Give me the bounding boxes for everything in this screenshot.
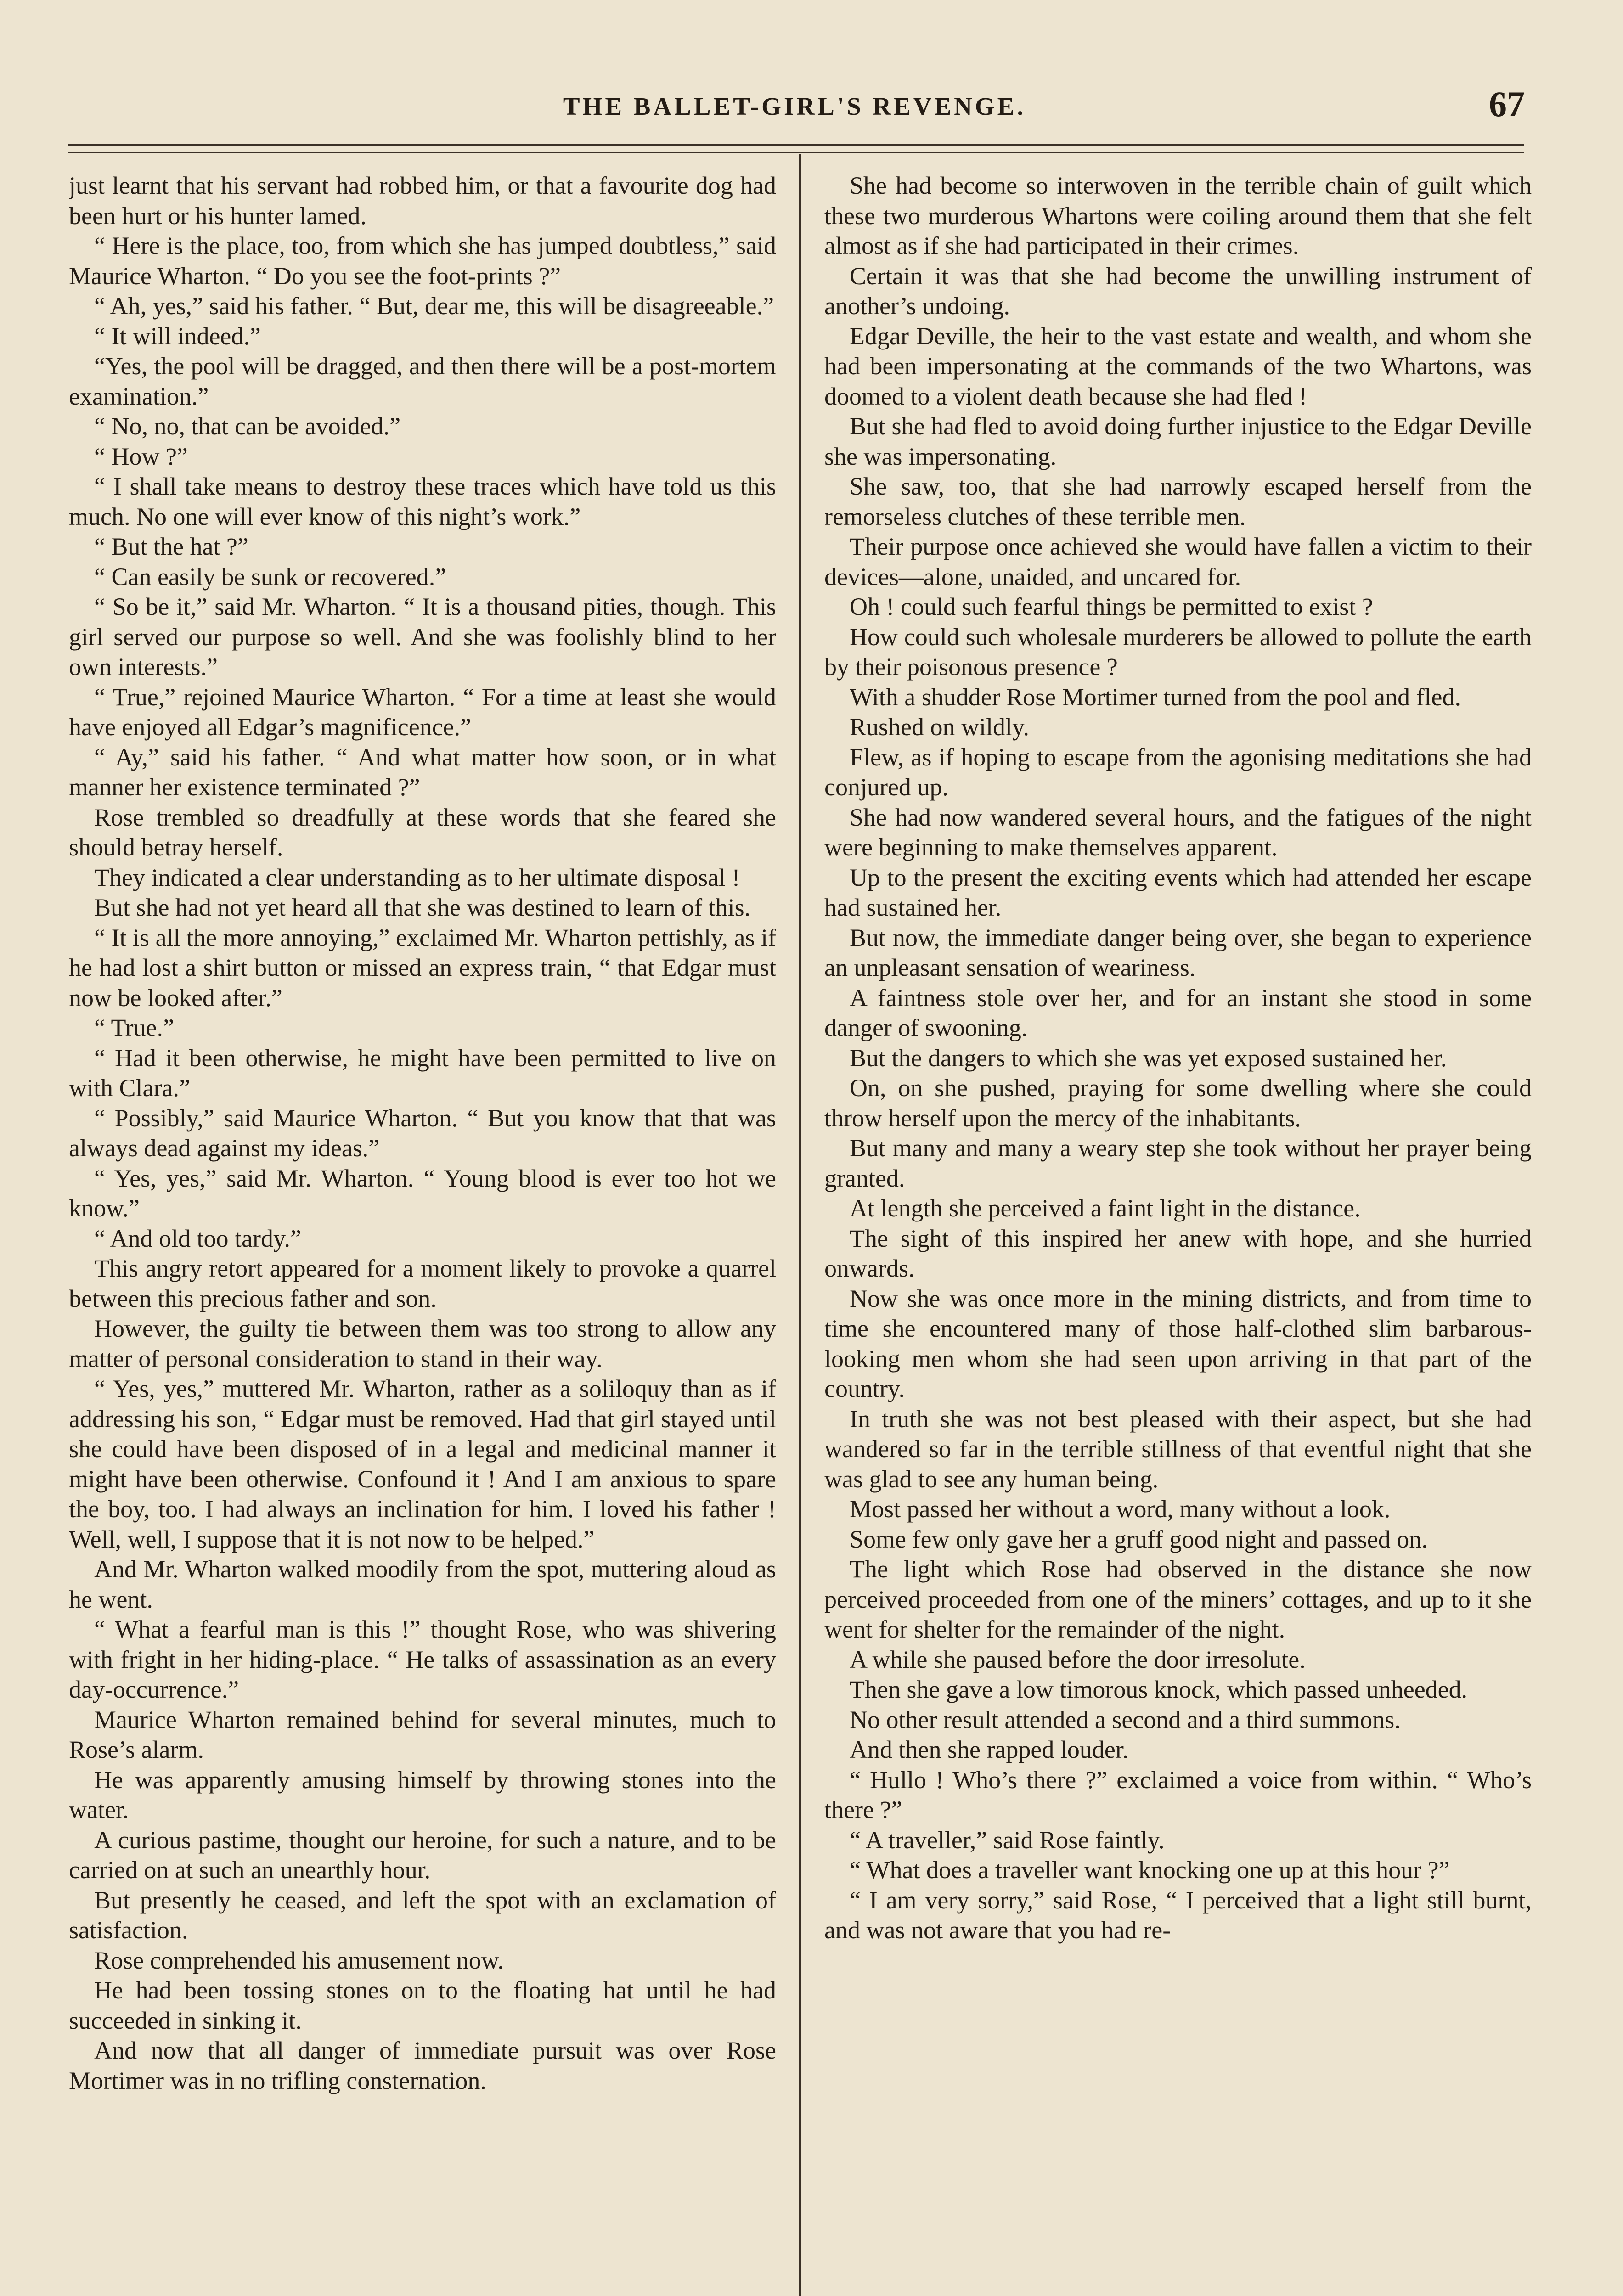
page-header: [64, 77, 1525, 141]
paragraph: “ So be it,” said Mr. Wharton. “ It is a thousand pities, though. This girl served our purpose so well. And she was foolishly blind to her own interests.”: [69, 593, 776, 681]
paragraph: “ Yes, yes,” said Mr. Wharton. “ Young blood is ever too hot we know.”: [69, 1164, 776, 1222]
paragraph: “ True.”: [94, 1014, 174, 1041]
paragraph: But the dangers to which she was yet exposed sustained her.: [850, 1044, 1447, 1072]
paragraph: A curious pastime, thought our heroine, for such a nature, and to be carried on at such an unearthly hour.: [69, 1826, 776, 1884]
paragraph: Most passed her without a word, many without a look.: [850, 1495, 1391, 1523]
paragraph: “ Hullo ! Who’s there ?” exclaimed a voice from within. “ Who’s there ?”: [824, 1766, 1532, 1823]
paragraph: The light which Rose had observed in the distance she now perceived proceeded from one of the miners’ cottages, and up to it she went for shelter for the remainder of the night.: [824, 1555, 1532, 1643]
paragraph: Certain it was that she had become the unwilling instrument of another’s undoing.: [824, 262, 1532, 320]
paragraph: Now she was once more in the mining districts, and from time to time she encountered many of those half-clothed slim barbarous-looking men whom she had seen upon arriving in that part of the country.: [824, 1284, 1532, 1402]
paragraph: A while she paused before the door irresolute.: [850, 1645, 1306, 1673]
paragraph: “ How ?”: [94, 442, 188, 470]
paragraph: Some few only gave her a gruff good night and passed on.: [850, 1525, 1428, 1553]
page-number: 67: [1489, 84, 1525, 124]
left-column: [69, 171, 776, 2296]
paragraph: On, on she pushed, praying for some dwelling where she could throw herself upon the mercy of the inhabitants.: [824, 1074, 1532, 1132]
paragraph: Rose trembled so dreadfully at these words that she feared she should betray herself.: [69, 803, 776, 861]
paragraph: Rose comprehended his amusement now.: [94, 1946, 504, 1974]
paragraph: And then she rapped louder.: [850, 1736, 1129, 1763]
paragraph: “ True,” rejoined Maurice Wharton. “ For a time at least she would have enjoyed all Edgar’s magnificence.”: [69, 683, 776, 741]
paragraph: Their purpose once achieved she would have fallen a victim to their devices—alone, unaided, and uncared for.: [824, 533, 1532, 591]
paragraph: In truth she was not best pleased with their aspect, but she had wandered so far in the terrible stillness of that eventful night that she was glad to see any human being.: [824, 1405, 1532, 1493]
right-column: [824, 171, 1532, 2296]
paragraph: Edgar Deville, the heir to the vast estate and wealth, and whom she had been impersonating at the commands of the two Whartons, was doomed to a violent death because she had fled !: [824, 322, 1532, 410]
paragraph: “ And old too tardy.”: [94, 1224, 301, 1252]
paragraph: How could such wholesale murderers be allowed to pollute the earth by their poisonous presence ?: [824, 623, 1532, 681]
paragraph: “ Here is the place, too, from which she has jumped doubtless,” said Maurice Wharton. “ Do you see the foot-prints ?”: [69, 232, 776, 290]
paragraph: “ A traveller,” said Rose faintly.: [850, 1826, 1165, 1854]
paragraph: Up to the present the exciting events which had attended her escape had sustained her.: [824, 863, 1532, 921]
paragraph: He was apparently amusing himself by throwing stones into the water.: [69, 1766, 776, 1823]
paragraph: He had been tossing stones on to the floating hat until he had succeeded in sinking it.: [69, 1976, 776, 2034]
paragraph: “ What does a traveller want knocking one up at this hour ?”: [850, 1856, 1450, 1884]
paragraph: She had now wandered several hours, and the fatigues of the night were beginning to make themselves apparent.: [824, 803, 1532, 861]
paragraph: “ Can easily be sunk or recovered.”: [94, 563, 446, 591]
paragraph: “ What a fearful man is this !” thought Rose, who was shivering with fright in her hiding-place. “ He talks of assassination as an every day-occurrence.”: [69, 1615, 776, 1703]
paragraph: But many and many a weary step she took without her prayer being granted.: [824, 1134, 1532, 1192]
paragraph: However, the guilty tie between them was too strong to allow any matter of personal consideration to stand in their way.: [69, 1315, 776, 1373]
paragraph: just learnt that his servant had robbed him, or that a favourite dog had been hurt or his hunter lamed.: [69, 172, 776, 230]
paragraph: With a shudder Rose Mortimer turned from the pool and fled.: [850, 683, 1461, 711]
paragraph: “ Ay,” said his father. “ And what matter how soon, or in what manner her existence terminated ?”: [69, 743, 776, 801]
paragraph: “Yes, the pool will be dragged, and then there will be a post-mortem examination.”: [69, 352, 776, 410]
paragraph: The sight of this inspired her anew with hope, and she hurried onwards.: [824, 1224, 1532, 1282]
paragraph: “ No, no, that can be avoided.”: [94, 412, 401, 440]
running-title: THE BALLET-GIRL'S REVENGE.: [563, 92, 1026, 120]
paragraph: Maurice Wharton remained behind for several minutes, much to Rose’s alarm.: [69, 1705, 776, 1763]
paragraph: “ It will indeed.”: [94, 322, 261, 350]
paragraph: And now that all danger of immediate pursuit was over Rose Mortimer was in no trifling consternation.: [69, 2037, 776, 2094]
paragraph: A faintness stole over her, and for an instant she stood in some danger of swooning.: [824, 984, 1532, 1041]
paragraph: Then she gave a low timorous knock, which passed unheeded.: [850, 1676, 1468, 1703]
paragraph: She had become so interwoven in the terrible chain of guilt which these two murderous Whartons were coiling around them that she felt almost as if she had participated in their crimes.: [824, 172, 1532, 259]
paragraph: But she had not yet heard all that she was destined to learn of this.: [94, 894, 751, 921]
paragraph: Flew, as if hoping to escape from the agonising meditations she had conjured up.: [824, 743, 1532, 801]
paragraph: But she had fled to avoid doing further injustice to the Edgar Deville she was impersonating.: [824, 412, 1532, 470]
paragraph: “ I shall take means to destroy these traces which have told us this much. No one will ever know of this night’s work.”: [69, 473, 776, 530]
paragraph: “ I am very sorry,” said Rose, “ I perceived that a light still burnt, and was not aware that you had re-: [824, 1886, 1532, 1944]
header-rule: [68, 144, 1524, 146]
paragraph: And Mr. Wharton walked moodily from the spot, muttering aloud as he went.: [69, 1555, 776, 1613]
paragraph: But now, the immediate danger being over, she began to experience an unpleasant sensation of weariness.: [824, 923, 1532, 981]
paragraph: At length she perceived a faint light in the distance.: [850, 1194, 1361, 1222]
paragraph: “ Ah, yes,” said his father. “ But, dear me, this will be disagreeable.”: [94, 292, 774, 320]
paragraph: But presently he ceased, and left the spot with an exclamation of satisfaction.: [69, 1886, 776, 1944]
paragraph: She saw, too, that she had narrowly escaped herself from the remorseless clutches of these terrible men.: [824, 473, 1532, 530]
column-divider: [799, 154, 801, 2296]
paragraph: Oh ! could such fearful things be permitted to exist ?: [850, 593, 1373, 620]
paragraph: “ It is all the more annoying,” exclaimed Mr. Wharton pettishly, as if he had lost a shirt button or missed an express train, “ that Edgar must now be looked after.”: [69, 923, 776, 1012]
paragraph: They indicated a clear understanding as to her ultimate disposal !: [94, 863, 740, 891]
paragraph: This angry retort appeared for a moment likely to provoke a quarrel between this precious father and son.: [69, 1255, 776, 1312]
paragraph: No other result attended a second and a third summons.: [850, 1705, 1401, 1733]
paragraph: “ Possibly,” said Maurice Wharton. “ But you know that that was always dead against my ideas.”: [69, 1104, 776, 1162]
paragraph: “ But the hat ?”: [94, 533, 248, 560]
paragraph: Rushed on wildly.: [850, 713, 1029, 741]
paragraph: “ Yes, yes,” muttered Mr. Wharton, rather as a soliloquy than as if addressing his son, “ Edgar must be removed. Had that girl stayed until she could have been disposed of in a legal and medicinal manner it might have been otherwise. Confound it ! And I am anxious to spare the boy, too. I had always an inclination for him. I loved his father ! Well, well, I suppose that it is not now to be helped.”: [69, 1375, 776, 1553]
header-rule-thin: [68, 152, 1524, 153]
paragraph: “ Had it been otherwise, he might have been permitted to live on with Clara.”: [69, 1044, 776, 1102]
